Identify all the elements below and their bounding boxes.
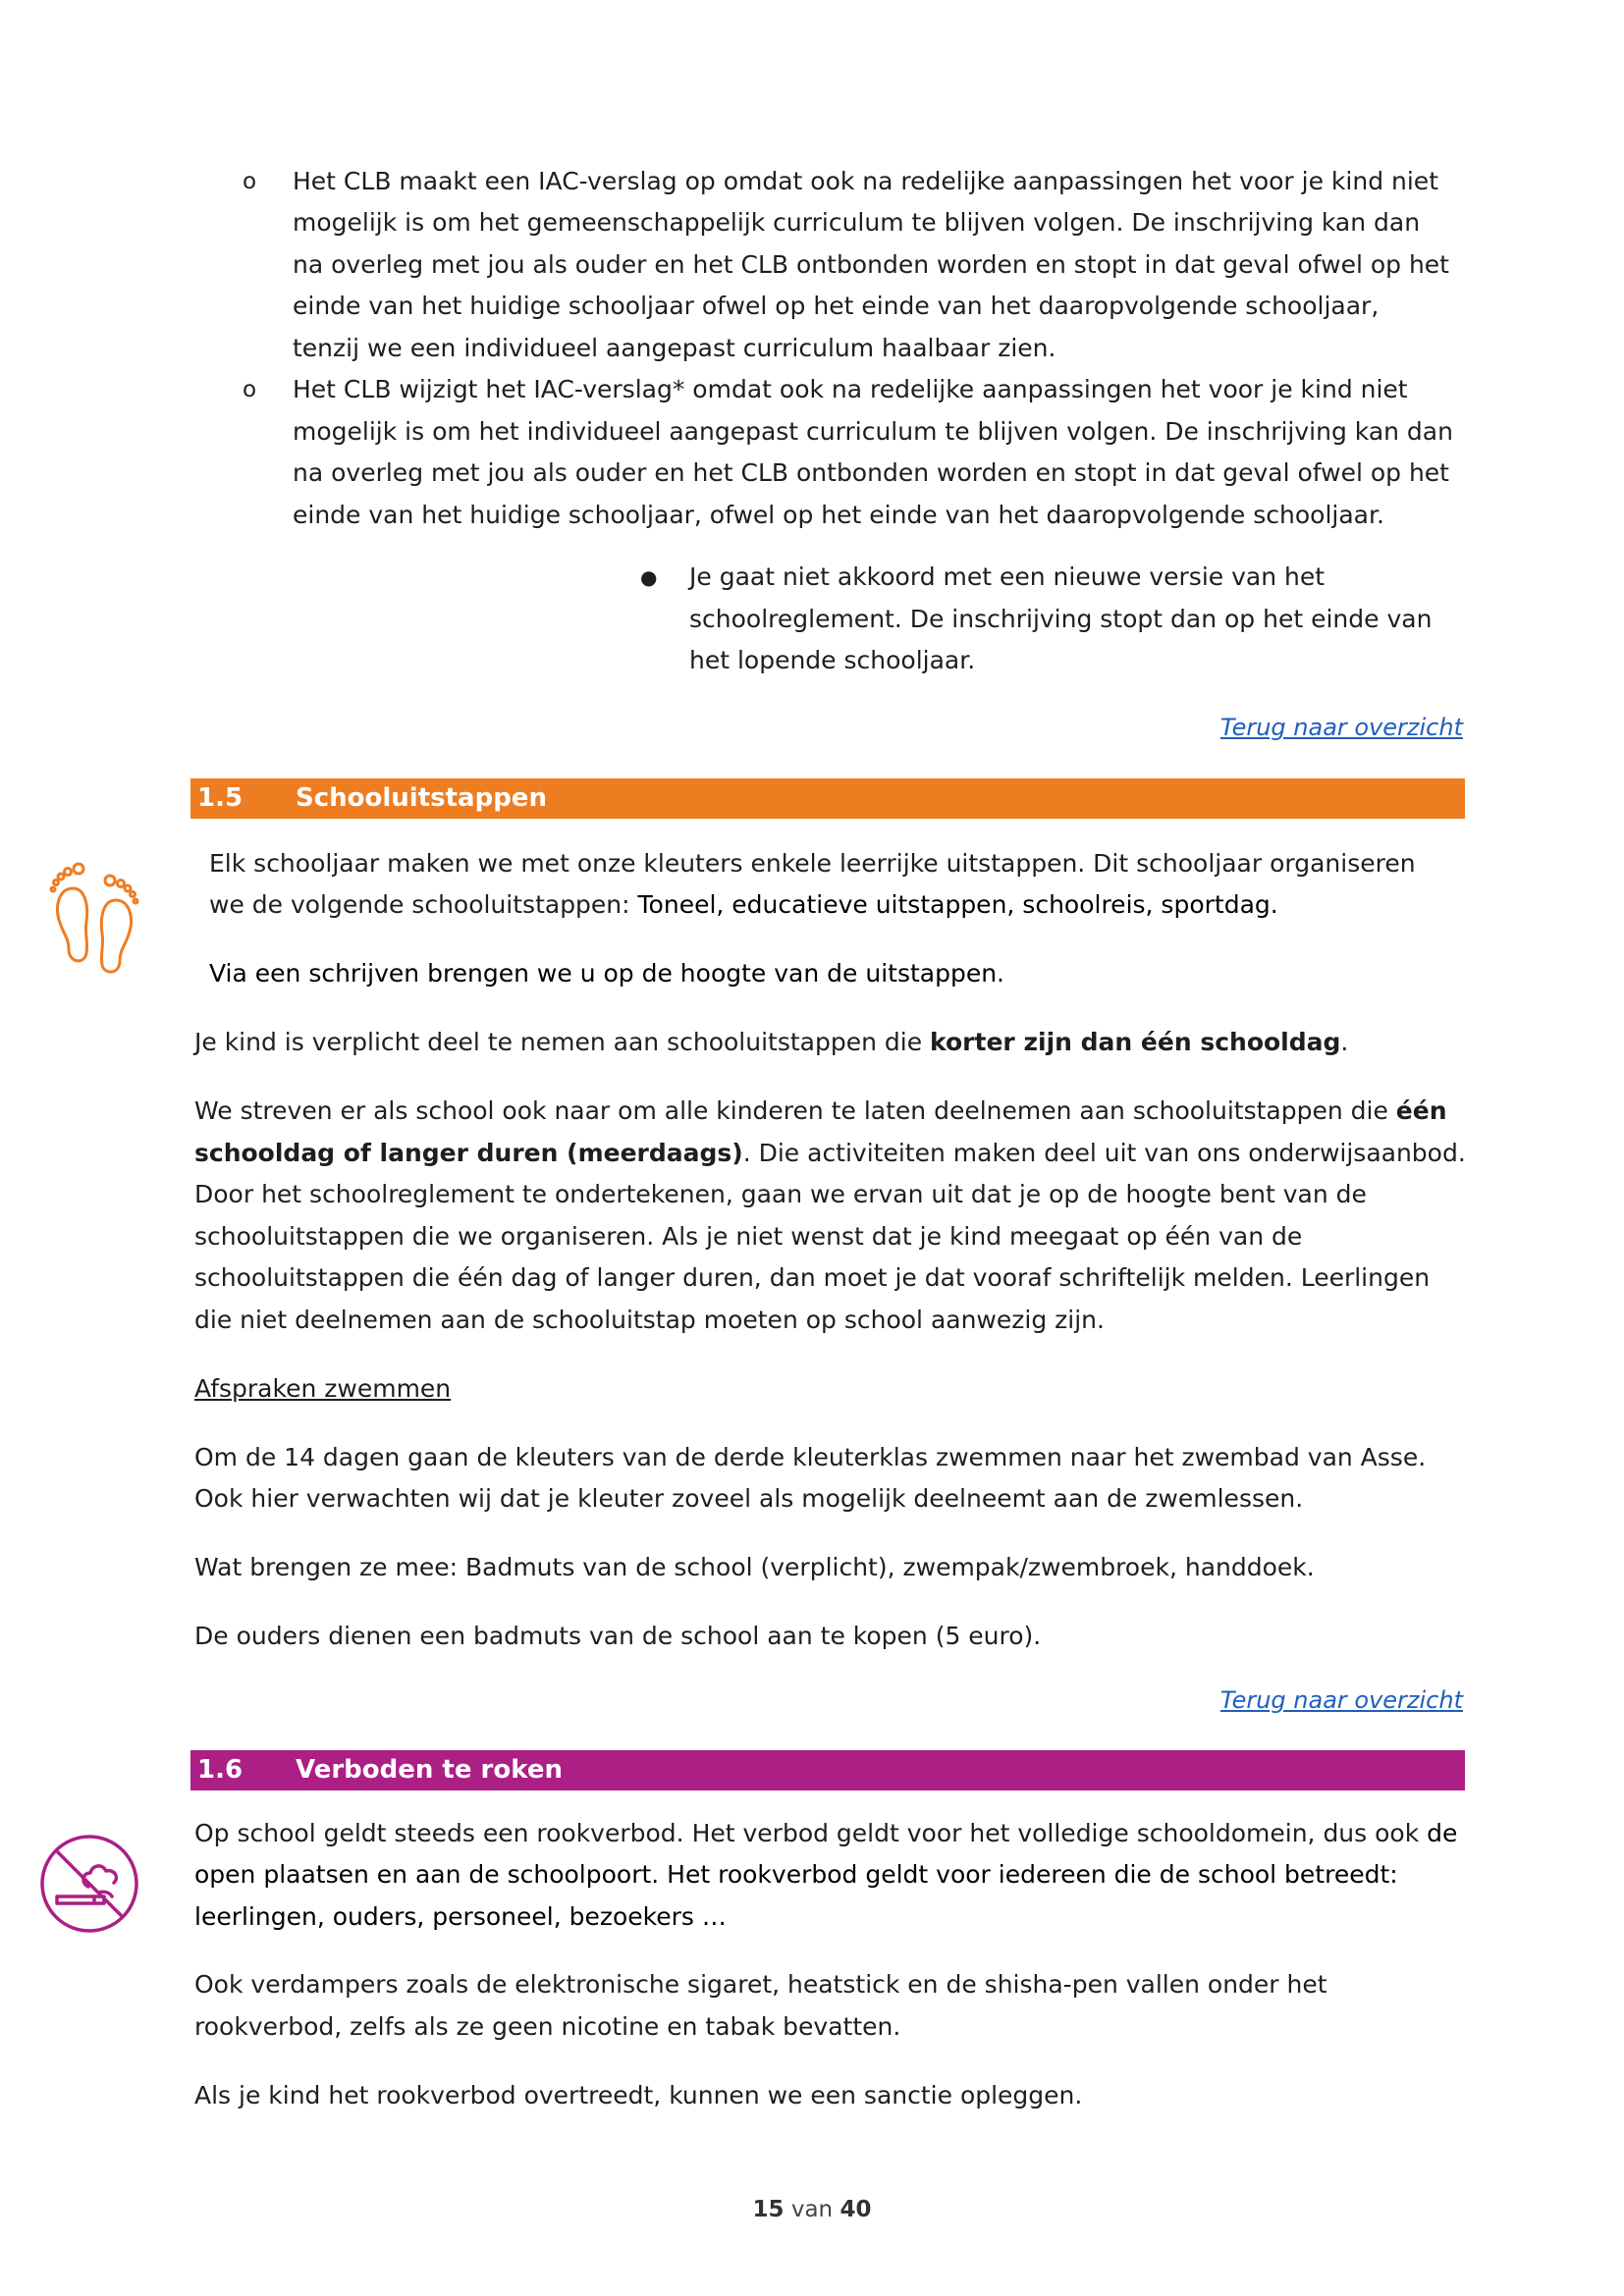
paragraph-line: leerlingen, ouders, personeel, bezoekers … xyxy=(194,1902,727,1931)
paragraph-line: Via een schrijven brengen we u op de hoogte van de uitstappen. xyxy=(209,959,1004,988)
list-item-text: na overleg met jou als ouder en het CLB ontbonden worden en stopt in dat geval ofwel op het xyxy=(293,250,1449,279)
page-separator: van xyxy=(790,2197,834,2222)
list-item-text: het lopende schooljaar. xyxy=(689,646,976,674)
list-item-text: Je gaat niet akkoord met een nieuwe versie van het xyxy=(689,562,1326,591)
paragraph-line: schooluitstappen die we organiseren. Als je niet wenst dat je kind meegaat op één van de xyxy=(194,1222,1303,1251)
back-to-overview-link[interactable]: Terug naar overzicht xyxy=(1219,1686,1463,1714)
paragraph-line xyxy=(194,1091,1471,1133)
section-title: Schooluitstappen xyxy=(296,783,547,813)
list-item-text: einde van het huidige schooljaar, ofwel op het einde van het daaropvolgende schooljaar. xyxy=(293,501,1384,529)
paragraph-line: die niet deelnemen aan de schooluitstap moeten op school aanwezig zijn. xyxy=(194,1306,1105,1334)
text-run: . Die activiteiten maken deel uit van ons onderwijsaanbod. xyxy=(742,1139,1466,1167)
page-number xyxy=(0,2197,1624,2222)
paragraph-line: Ook hier verwachten wij dat je kleuter zoveel als mogelijk deelneemt aan de zwemlessen. xyxy=(194,1484,1304,1513)
current-page: 15 xyxy=(752,2197,785,2222)
paragraph-line: Om de 14 dagen gaan de kleuters van de derde kleuterklas zwemmen naar het zwembad van Asse. xyxy=(194,1443,1427,1471)
list-item-text: einde van het huidige schooljaar ofwel op het einde van het daaropvolgende schooljaar, xyxy=(293,292,1380,320)
text-run: we de volgende schooluitstappen: xyxy=(209,890,638,919)
paragraph-line: open plaatsen en aan de schoolpoort. Het rookverbod geldt voor iedereen die de school betreedt: xyxy=(194,1860,1398,1889)
list-bullet: o xyxy=(243,377,257,402)
paragraph-line xyxy=(194,1813,1471,1855)
text-run: . xyxy=(1340,1028,1349,1056)
paragraph-line: Als je kind het rookverbod overtreedt, kunnen we een sanctie opleggen. xyxy=(194,2081,1083,2109)
excursion-list: Toneel, educatieve uitstappen, schoolreis, sportdag. xyxy=(637,890,1278,919)
section-title: Verboden te roken xyxy=(296,1755,563,1785)
paragraph-line: schooluitstappen die één dag of langer duren, dan moet je dat vooraf schriftelijk melden. Leerlingen xyxy=(194,1263,1431,1292)
footprints-icon xyxy=(39,859,157,977)
section-number: 1.5 xyxy=(197,783,244,813)
paragraph-line: rookverbod, zelfs als ze geen nicotine en tabak bevatten. xyxy=(194,2012,901,2041)
dot-bullet: ● xyxy=(640,565,658,589)
list-item-text: schoolreglement. De inschrijving stopt dan op het einde van xyxy=(689,605,1433,633)
list-bullet: o xyxy=(243,169,257,194)
bold-text: één xyxy=(1395,1096,1447,1125)
paragraph-line: Elk schooljaar maken we met onze kleuters enkele leerrijke uitstappen. Dit schooljaar organiseren xyxy=(209,849,1416,878)
paragraph-line xyxy=(194,1133,1471,1175)
list-item-text: na overleg met jou als ouder en het CLB ontbonden worden en stopt in dat geval ofwel op het xyxy=(293,458,1449,487)
total-pages: 40 xyxy=(839,2197,872,2222)
list-item-text: Het CLB wijzigt het IAC-verslag* omdat ook na redelijke aanpassingen het voor je kind niet xyxy=(293,375,1408,403)
paragraph-line: Door het schoolreglement te ondertekenen, gaan we ervan uit dat je op de hoogte bent van de xyxy=(194,1180,1367,1208)
paragraph-line: Wat brengen ze mee: Badmuts van de school (verplicht), zwempak/zwembroek, handdoek. xyxy=(194,1553,1315,1581)
text-run: Je kind is verplicht deel te nemen aan schooluitstappen die xyxy=(194,1028,931,1056)
text-run: We streven er als school ook naar om alle kinderen te laten deelnemen aan schooluitstappen die xyxy=(194,1096,1396,1125)
paragraph-line: De ouders dienen een badmuts van de school aan te kopen (5 euro). xyxy=(194,1622,1042,1650)
list-item-text: mogelijk is om het gemeenschappelijk curriculum te blijven volgen. De inschrijving kan dan xyxy=(293,208,1421,237)
list-item-text: tenzij we een individueel aangepast curriculum haalbaar zien. xyxy=(293,334,1056,362)
section-number: 1.6 xyxy=(197,1755,244,1785)
list-item-text: Het CLB maakt een IAC-verslag op omdat ook na redelijke aanpassingen het voor je kind niet xyxy=(293,167,1438,195)
no-smoking-icon xyxy=(37,1832,141,1936)
bold-text: schooldag of langer duren (meerdaags) xyxy=(194,1139,743,1167)
section-heading-schooluitstappen xyxy=(190,778,1465,819)
section-heading-verboden-te-roken xyxy=(190,1750,1465,1790)
list-item-text: mogelijk is om het individueel aangepast curriculum te blijven volgen. De inschrijving kan dan xyxy=(293,417,1453,446)
bold-text: korter zijn dan één schooldag xyxy=(930,1028,1341,1056)
text-run: Op school geldt steeds een rookverbod. Het verbod geldt voor het volledige schooldomein, dus ook xyxy=(194,1819,1428,1847)
text-run: de xyxy=(1427,1819,1458,1847)
paragraph-line xyxy=(209,884,1278,927)
paragraph-line xyxy=(194,1022,1471,1064)
subheading-afspraken-zwemmen: Afspraken zwemmen xyxy=(194,1374,452,1403)
back-to-overview-link[interactable]: Terug naar overzicht xyxy=(1219,714,1463,741)
paragraph-line: Ook verdampers zoals de elektronische sigaret, heatstick en de shisha-pen vallen onder het xyxy=(194,1970,1327,1999)
